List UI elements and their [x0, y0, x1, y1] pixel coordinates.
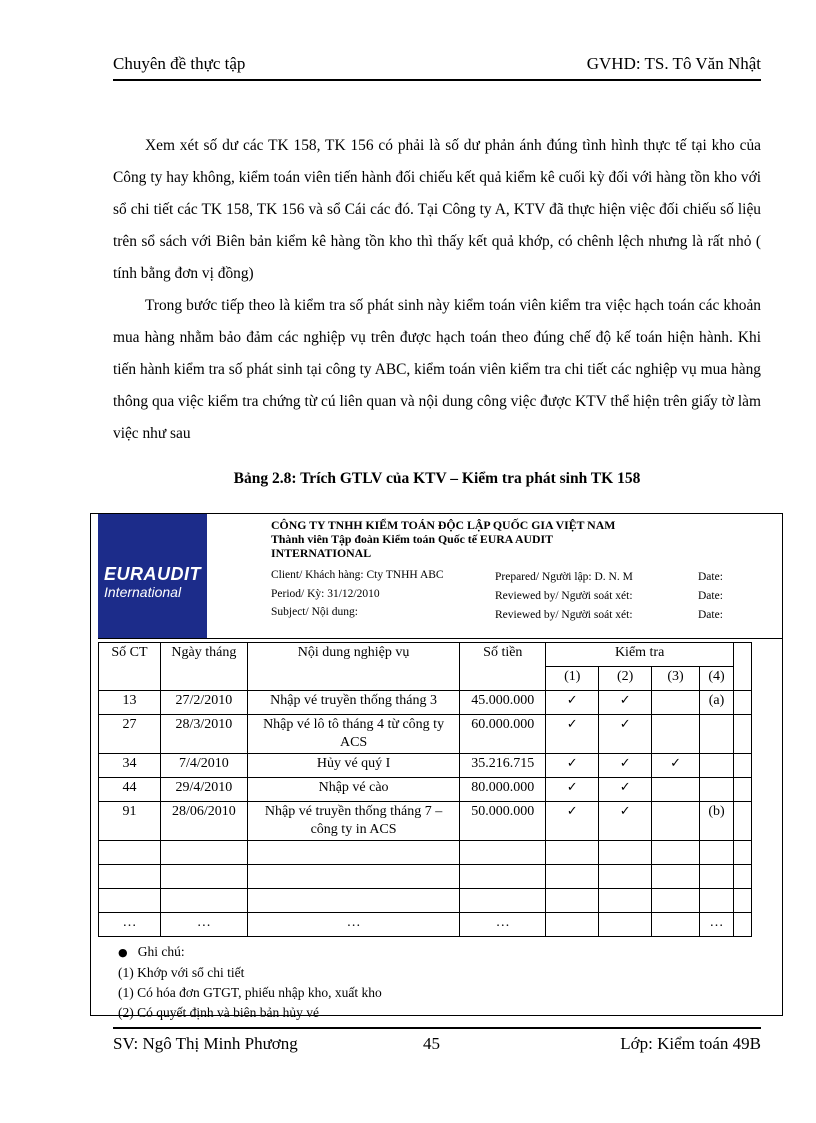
- notes-title: Ghi chú:: [137, 944, 185, 959]
- cell-check-4: [700, 778, 734, 802]
- cell-ngay: 28/3/2010: [160, 715, 247, 754]
- logo-line1: EURAUDIT: [104, 564, 201, 584]
- check-mark-icon: ✓: [546, 715, 599, 754]
- note-2: (1) Có hóa đơn GTGT, phiếu nhập kho, xuất kho: [118, 985, 382, 1000]
- sub-1: (1): [546, 667, 599, 691]
- cell-noi-dung: Nhập vé truyền thống tháng 7 – công ty in ACS: [247, 802, 460, 841]
- notes-title-row: [118, 942, 382, 963]
- cell-ellipsis: …: [247, 913, 460, 937]
- meta-date-1: Date:: [698, 571, 723, 583]
- footer-right: Lớp: Kiểm toán 49B: [620, 1034, 761, 1053]
- meta-date-3: Date:: [698, 609, 723, 621]
- table-row: [99, 802, 752, 841]
- col-ngay-thang: Ngày tháng: [160, 643, 247, 691]
- header-block-divider: [98, 638, 783, 639]
- table-row-empty: [99, 841, 752, 865]
- cell-check-3: [652, 691, 700, 715]
- cell-ngay: 29/4/2010: [160, 778, 247, 802]
- notes: [118, 942, 382, 1023]
- cell-empty: [733, 802, 751, 841]
- meta-reviewed-1: Reviewed by/ Người soát xét:: [495, 590, 633, 602]
- meta-prepared: Prepared/ Người lập: D. N. M: [495, 571, 633, 583]
- cell-so-tien: 60.000.000: [460, 715, 546, 754]
- table-row-empty: [99, 889, 752, 913]
- col-so-tien: Số tiền: [460, 643, 546, 691]
- cell-so: 34: [99, 754, 161, 778]
- cell-ngay: 28/06/2010: [160, 802, 247, 841]
- note-3: (2) Có quyết định và biên bản hủy vé: [118, 1005, 319, 1020]
- meta-period: Period/ Kỳ: 31/12/2010: [271, 588, 380, 600]
- cell-check-4: [700, 715, 734, 754]
- company-sub1: Thành viên Tập đoàn Kiểm toán Quốc tế EURA AUDIT: [271, 532, 553, 546]
- note-1: (1) Khớp với sổ chi tiết: [118, 965, 245, 980]
- check-mark-icon: ✓: [599, 754, 652, 778]
- cell-so-tien: 35.216.715: [460, 754, 546, 778]
- sub-3: (3): [652, 667, 700, 691]
- header-divider: [113, 79, 761, 81]
- cell-empty: [733, 754, 751, 778]
- check-mark-icon: ✓: [599, 691, 652, 715]
- cell-check-4: (b): [700, 802, 734, 841]
- check-mark-icon: ✓: [599, 715, 652, 754]
- col-noi-dung: Nội dung nghiệp vụ: [247, 643, 460, 691]
- company-name: CÔNG TY TNHH KIỂM TOÁN ĐỘC LẬP QUỐC GIA VIỆT NAM: [271, 518, 616, 532]
- table-header-row: [99, 643, 752, 667]
- cell-check-3: [652, 778, 700, 802]
- table-row: [99, 715, 752, 754]
- cell-ngay: 7/4/2010: [160, 754, 247, 778]
- paragraph-1: Xem xét số dư các TK 158, TK 156 có phải là số dư phản ánh đúng tình hình thực tế tại kho của Công ty hay không, kiểm toán viên tiến hành đối chiếu kết quả kiểm kê cuối kỳ đối với hàng tồn kho với sổ chi tiết các TK 158, TK 156 và sổ Cái các đó. Tại Công ty A, KTV đã thực hiện việc đối chiếu số liệu trên sổ sách với Biên bản kiểm kê hàng tồn kho thì thấy kết quả khớp, có chênh lệch nhưng là rất nhỏ ( tính bằng đơn vị đồng): [113, 137, 761, 282]
- table-row: [99, 754, 752, 778]
- cell-noi-dung: Nhập vé lô tô tháng 4 từ công ty ACS: [247, 715, 460, 754]
- transaction-table: [98, 642, 752, 937]
- cell-noi-dung: Nhập vé cào: [247, 778, 460, 802]
- check-mark-icon: ✓: [546, 778, 599, 802]
- cell-empty: [733, 691, 751, 715]
- check-mark-icon: ✓: [652, 754, 700, 778]
- cell-empty: [733, 778, 751, 802]
- meta-client: Client/ Khách hàng: Cty TNHH ABC: [271, 569, 444, 581]
- cell-so: 27: [99, 715, 161, 754]
- page-number: 45: [423, 1034, 440, 1053]
- check-mark-icon: ✓: [546, 754, 599, 778]
- page-header: [113, 52, 761, 78]
- cell-ellipsis: …: [160, 913, 247, 937]
- cell-so-tien: 80.000.000: [460, 778, 546, 802]
- cell-ellipsis: …: [460, 913, 546, 937]
- table-row: [99, 691, 752, 715]
- col-empty: [733, 643, 751, 691]
- cell-so: 44: [99, 778, 161, 802]
- check-mark-icon: ✓: [599, 778, 652, 802]
- meta-reviewed-2: Reviewed by/ Người soát xét:: [495, 609, 633, 621]
- body-text: [113, 130, 761, 450]
- meta-date-2: Date:: [698, 590, 723, 602]
- cell-ellipsis: …: [99, 913, 161, 937]
- logo-line2: International: [104, 584, 182, 600]
- bullet-icon: ●: [118, 946, 128, 959]
- company-block: [271, 518, 671, 560]
- working-paper: [90, 513, 783, 1020]
- header-left: Chuyên đề thực tập: [113, 54, 246, 73]
- cell-noi-dung: Hủy vé quý I: [247, 754, 460, 778]
- paragraph-2: Trong bước tiếp theo là kiểm tra số phát sinh này kiểm toán viên kiểm tra việc hạch toán các khoản mua hàng nhằm bảo đảm các nghiệp vụ trên được hạch toán theo đúng chế độ kế toán hiện hành. Khi tiến hành kiểm tra số phát sinh tại công ty ABC, kiểm toán viên kiểm tra chi tiết các nghiệp vụ mua hàng thông qua việc kiểm tra chứng từ cú liên quan và nội dung công việc được KTV thể hiện trên giấy tờ làm việc như sau: [113, 297, 761, 442]
- cell-so: 91: [99, 802, 161, 841]
- cell-empty: [733, 715, 751, 754]
- check-mark-icon: ✓: [546, 802, 599, 841]
- euraudit-logo: [98, 514, 207, 638]
- col-kiem-tra: Kiểm tra: [546, 643, 734, 667]
- cell-ngay: 27/2/2010: [160, 691, 247, 715]
- cell-check-3: [652, 715, 700, 754]
- header-right: GVHD: TS. Tô Văn Nhật: [586, 54, 761, 73]
- check-mark-icon: ✓: [599, 802, 652, 841]
- cell-so-tien: 50.000.000: [460, 802, 546, 841]
- table-caption: Bảng 2.8: Trích GTLV của KTV – Kiểm tra phát sinh TK 158: [233, 470, 641, 487]
- sub-2: (2): [599, 667, 652, 691]
- cell-ellipsis: …: [700, 913, 734, 937]
- footer-divider: [113, 1027, 761, 1029]
- check-mark-icon: ✓: [546, 691, 599, 715]
- table-row-ellipsis: [99, 913, 752, 937]
- cell-so: 13: [99, 691, 161, 715]
- cell-noi-dung: Nhập vé truyền thống tháng 3: [247, 691, 460, 715]
- table-row-empty: [99, 865, 752, 889]
- company-sub2: INTERNATIONAL: [271, 546, 372, 560]
- sub-4: (4): [700, 667, 734, 691]
- cell-check-4: (a): [700, 691, 734, 715]
- meta-subject: Subject/ Nội dung:: [271, 606, 358, 618]
- cell-check-3: [652, 802, 700, 841]
- cell-check-4: [700, 754, 734, 778]
- cell-so-tien: 45.000.000: [460, 691, 546, 715]
- footer-left: SV: Ngô Thị Minh Phương: [113, 1034, 298, 1053]
- col-so-ct: Số CT: [99, 643, 161, 691]
- table-row: [99, 778, 752, 802]
